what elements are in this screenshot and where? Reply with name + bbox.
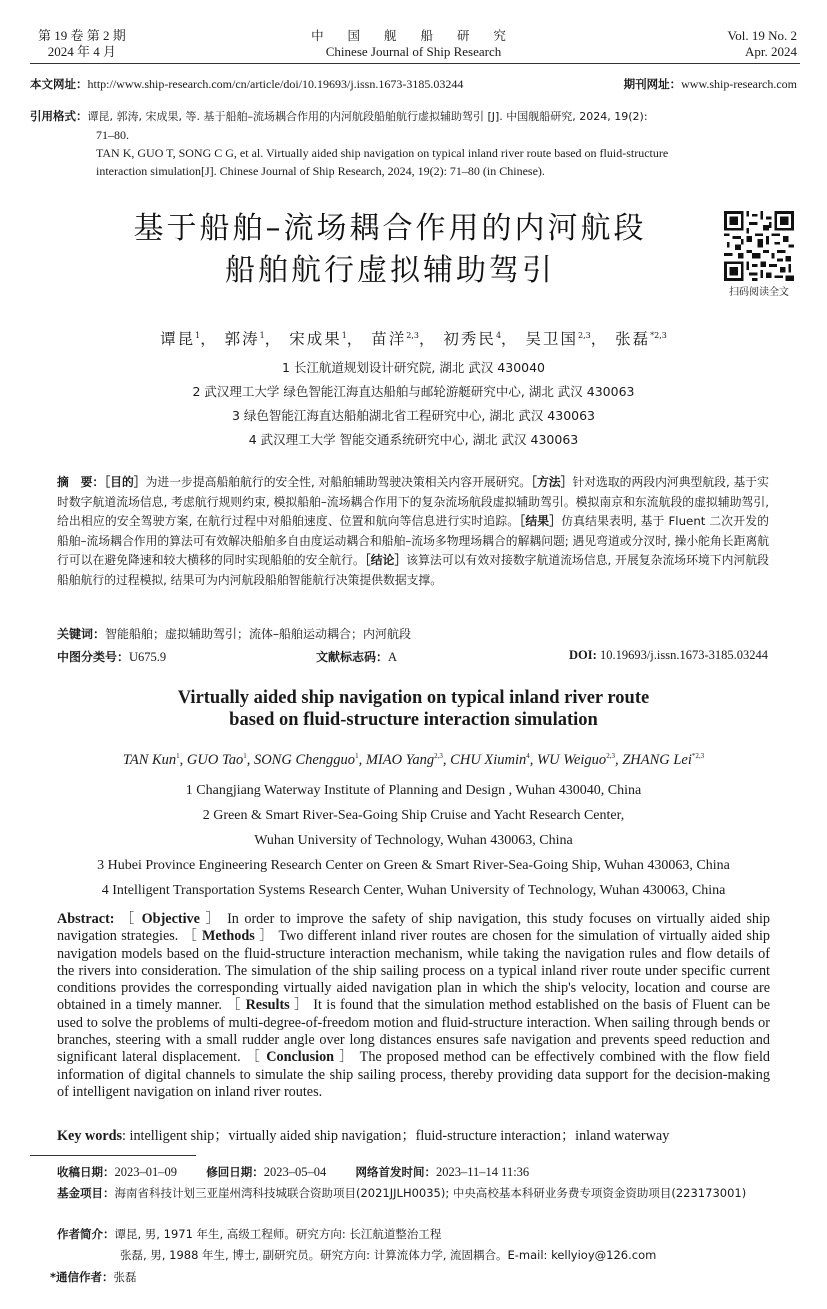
keywords-cn-label: 关键词： <box>57 627 106 641</box>
qr-caption: 扫码阅读全文 <box>729 287 789 298</box>
citation-cn: 谭昆, 郭涛, 宋成果, 等. 基于船舶–流场耦合作用的内河航段船舶航行虚拟辅助驾引 [J]. 中国舰船研究, 2024, 19(2): <box>87 110 648 123</box>
keywords-cn-text: 智能船舶；虚拟辅助驾引；流体–船舶运动耦合；内河航段 <box>105 627 412 641</box>
citation-en-1: TAN K, GUO T, SONG C G, et al. Virtually aided ship navigation on typical inland river route based on fluid-structure <box>96 146 669 160</box>
keywords-cn <box>57 625 411 642</box>
journal-url-line <box>624 76 797 93</box>
doi: DOI: 10.19693/j.issn.1673-3185.03244 <box>569 648 768 662</box>
online-date: 2023–11–14 11:36 <box>436 1165 530 1179</box>
article-title-cn <box>60 208 720 292</box>
author-cn: 吴卫国$^{2,3}$ <box>525 330 591 348</box>
affiliation-cn-2: 2 武汉理工大学 绿色智能江海直达船舶与邮轮游艇研究中心, 湖北 武汉 430063 <box>192 384 635 399</box>
methods-cn: 针对选取的两段内河典型航段, 基于实时数字航道流场信息, 考虑航行规则约束, 模拟船舶–流场耦合作用下的复杂流场航段虚拟辅助驾引。模拟南京和东流航段的虚拟辅助驾引, 给出相应的安全驾驶方案, 在航行过程中对船舶速度、位置和航向等信息进行实时追踪。 <box>57 475 769 528</box>
conclusion-cn-label: 结论 <box>370 553 395 567</box>
author-en: CHU Xiumin$^4$ <box>450 752 530 768</box>
journal-name-cn: 中 国 舰 船 研 究 <box>311 28 516 43</box>
revised-date: 2023–05–04 <box>263 1165 327 1179</box>
title-en-line2: based on fluid-structure interaction simulation <box>229 710 598 730</box>
author-cn: 初秀民$^4$ <box>443 330 502 348</box>
volume-cn: 第 19 卷 第 2 期 <box>38 28 126 43</box>
clc-number: 中图分类号：U675.9 <box>57 650 167 664</box>
footnote-rule <box>30 1155 196 1156</box>
date-cn: 2024 年 4 月 <box>47 44 117 59</box>
affiliation-en-3: 3 Hubei Province Engineering Research Center on Green & Smart River-Sea-Going Ship, Wuhan 430063, China <box>97 858 730 873</box>
header-issue-en <box>728 28 797 60</box>
date-en: Apr. 2024 <box>745 44 797 59</box>
citation-cn-cont: 71–80. <box>96 128 129 142</box>
author-bio-1: 作者简介：谭昆, 男, 1971 年生, 高级工程师。研究方向: 长江航道整治工程 <box>57 1227 442 1241</box>
conclusion-cn: 该算法可以有效对接数字航道流场信息, 开展复杂流场环境下内河航段船舶航行的过程模拟, 结果可为内河航段船舶智能航行决策提供数据支撑。 <box>57 553 769 587</box>
header-journal <box>0 28 827 60</box>
results-en: It is found that the simulation method established on the basis of Fluent can be used to solve the problems of multi-degree-of-freedom motion and fluid-structure interaction. When sailing through bends or branches, steering with a small rudder angle over long distances ensures safe navigation and prevents speed reduction and significant lateral displacement. <box>57 997 770 1066</box>
corresponding-author: *通信作者：张磊 <box>50 1270 137 1284</box>
author-cn: 张磊$^{*2,3}$ <box>615 330 667 348</box>
abstract-en-label: Abstract: <box>57 911 115 927</box>
citation-label: 引用格式： <box>30 109 88 123</box>
author-en: WU Weiguo$^{2,3}$ <box>537 752 615 768</box>
article-title-en <box>60 687 767 731</box>
results-cn: 仿真结果表明, 基于 Fluent 二次开发的船舶–流场耦合作用的算法可有效解决船舶多自由度运动耦合和船舶–流场多物理场耦合的解耦问题; 遇见弯道或分汊时, 操小舵角长距离航行可以在避免降速和较大横移的同时实现船舶的安全航行。 <box>57 514 769 567</box>
objective-en: In order to improve the safety of ship navigation, this study focuses on virtually aided ship navigation strategies. <box>57 911 770 945</box>
header-rule <box>30 63 800 64</box>
document-code: 文献标志码：A <box>316 650 398 664</box>
title-cn-line1: 基于船舶–流场耦合作用的内河航段 <box>133 211 647 246</box>
keywords-en <box>57 1125 669 1145</box>
author-cn: 宋成果$^1$ <box>289 330 347 348</box>
abstract-cn: 摘 要：［目的］为进一步提高船舶航行的安全性, 对船舶辅助驾驶决策相关内容开展研究。［方法］针对选取的两段内河典型航段, 基于实时数字航道流场信息, 考虑航行规则约束, 模拟船舶–流场耦合作用下的复杂流场航段虚拟辅助驾引。模拟南京和东流航段的虚拟辅助驾引, 给出相应的安全驾驶方案, 在航行过程中对船舶速度、位置和航向等信息进行实时追踪。［结果］仿真结果表明, 基于 Fluent 二次开发的船舶–流场耦合作用的算法可有效解决船舶多自由度运动耦合和船舶–流场多物理场耦合的解耦问题; 遇见弯道或分汊时, 操小舵角长距离航行可以在避免降速和较大横移的同时实现船舶的安全航行。［结论］该算法可以有效对接数字航道流场信息, 开展复杂流场环境下内河航段船舶航行的过程模拟, 结果可为内河航段船舶智能航行决策提供数据支撑。 <box>57 475 769 587</box>
conclusion-en: The proposed method can be effectively combined with the flow field information of digital channels to simulate the ship sailing process, thereby providing data support for the decision-making of intelligent navigation on inland river routes. <box>57 1049 770 1100</box>
results-en-label: Results <box>245 997 290 1014</box>
volume-en: Vol. 19 No. 2 <box>727 28 797 43</box>
methods-en-label: Methods <box>201 928 255 945</box>
author-bio-2: 张磊, 男, 1988 年生, 博士, 副研究员。研究方向: 计算流体力学, 流固耦合。E-mail: kellyioy@126.com <box>120 1248 657 1262</box>
citation-en-2: interaction simulation[J]. Chinese Journal of Ship Research, 2024, 19(2): 71–80 (in Chinese). <box>96 164 545 178</box>
journal-url-link[interactable]: www.ship-research.com <box>681 77 797 91</box>
objective-en-label: Objective <box>141 911 200 927</box>
fund-text: 海南省科技计划三亚崖州湾科技城联合资助项目(2021JJLH0035); 中央高校基本科研业务费专项资金资助项目(223173001) <box>114 1186 747 1200</box>
dates-line: 收稿日期：2023–01–09 修回日期：2023–05–04 网络首发时间：2023–11–14 11:36 <box>57 1165 530 1179</box>
article-url-link[interactable]: http://www.ship-research.com/cn/article/doi/10.19693/j.issn.1673-3185.03244 <box>87 77 464 91</box>
affiliation-cn-3: 3 绿色智能江海直达船舶湖北省工程研究中心, 湖北 武汉 430063 <box>231 408 596 423</box>
journal-name-en: Chinese Journal of Ship Research <box>325 44 502 59</box>
keywords-en-label: Key words <box>57 1128 123 1144</box>
author-en: GUO Tao$^1$ <box>186 752 247 768</box>
citation-block <box>30 107 800 180</box>
conclusion-en-label: Conclusion <box>266 1049 335 1066</box>
methods-cn-label: 方法 <box>537 475 561 489</box>
author-cn: 谭昆$^1$ <box>160 330 201 348</box>
authors-cn: 谭昆$^1$， 郭涛$^1$， 宋成果$^1$， 苗洋$^{2,3}$， 初秀民$^4$， 吴卫国$^{2,3}$， 张磊$^{*2,3}$ <box>160 330 667 348</box>
author-en: TAN Kun$^1$ <box>122 752 180 768</box>
abstract-en: Abstract: ［ Objective ］ In order to improve the safety of ship navigation, this study focuses on virtually aided ship navigation strategies. ［ Methods ］ Two different inland river routes are chosen for the simulation of virtually aided ship navigation models based on the fluid-structure interaction mechanism, while taking the navigation rules and flow details of the rivers into consideration. The simulation of the ship sailing process on a typical inland river route under specific current conditions provides the corresponding virtually aided navigation plan in which the ship's velocity, location and course are obtained in a timely manner. ［ Results ］ It is found that the simulation method established on the basis of Fluent can be used to solve the problems of multi-degree-of-freedom motion and fluid-structure interaction. When sailing through bends or branches, steering with a small rudder angle over long distances ensures safe navigation and prevents speed reduction and significant lateral displacement. ［ Conclusion ］ The proposed method can be effectively combined with the flow field information of digital channels to simulate the ship sailing process, thereby providing data support for the decision-making of intelligent navigation on inland river routes. <box>57 911 770 1100</box>
title-cn-line2: 船舶航行虚拟辅助驾引 <box>225 253 555 288</box>
title-en-line1: Virtually aided ship navigation on typical inland river route <box>177 688 650 708</box>
author-cn: 苗洋$^{2,3}$ <box>371 330 419 348</box>
affiliation-en-1: 1 Changjiang Waterway Institute of Planning and Design , Wuhan 430040, China <box>185 783 642 798</box>
author-en: ZHANG Lei$^{*2,3}$ <box>622 752 705 768</box>
affiliation-cn-1: 1 长江航道规划设计研究院, 湖北 武汉 430040 <box>281 360 546 375</box>
affiliation-en-4: 4 Intelligent Transportation Systems Research Center, Wuhan University of Technology, Wuhan 430063, China <box>101 883 726 898</box>
author-cn: 郭涛$^1$ <box>224 330 265 348</box>
authors-en: TAN Kun$^1$, GUO Tao$^1$, SONG Chengguo$^1$, MIAO Yang$^{2,3}$, CHU Xiumin$^4$, WU Weiguo$^{2,3}$, ZHANG Lei$^{*2,3}$ <box>122 752 705 768</box>
author-en: SONG Chengguo$^1$ <box>253 752 359 768</box>
objective-cn: 为进一步提高船舶航行的安全性, 对船舶辅助驾驶决策相关内容开展研究。 <box>145 475 532 489</box>
author-en: MIAO Yang$^{2,3}$ <box>365 752 443 768</box>
abstract-cn-label: 摘 要： <box>57 475 105 489</box>
affiliation-en-2: 2 Green & Smart River-Sea-Going Ship Cruise and Yacht Research Center, <box>202 808 625 823</box>
objective-cn-label: 目的 <box>110 475 134 489</box>
affiliation-en-2-cont: Wuhan University of Technology, Wuhan 430063, China <box>254 833 573 848</box>
methods-en: Two different inland river routes are chosen for the simulation of virtually aided ship navigation models based on the fluid-structure interaction mechanism, while taking the navigation rules and flow details of the rivers into consideration. The simulation of the ship sailing process on a typical inland river route under specific current conditions provides the corresponding virtually aided navigation plan in which the ship's velocity, location and course are obtained in a timely manner. <box>57 928 770 1014</box>
qr-code-icon[interactable] <box>722 211 796 281</box>
article-url-label: 本文网址： <box>30 77 88 91</box>
received-date: 2023–01–09 <box>114 1165 177 1179</box>
fund-line: 基金项目：海南省科技计划三亚崖州湾科技城联合资助项目(2021JJLH0035); 中央高校基本科研业务费专项资金资助项目(223173001) <box>57 1186 747 1200</box>
affiliation-cn-4: 4 武汉理工大学 智能交通系统研究中心, 湖北 武汉 430063 <box>248 432 579 447</box>
keywords-en-text: : intelligent ship；virtually aided ship navigation；fluid-structure interaction；inland waterway <box>122 1128 670 1144</box>
article-url-line <box>30 76 463 93</box>
journal-url-label: 期刊网址： <box>623 77 682 91</box>
results-cn-label: 结果 <box>525 514 550 528</box>
